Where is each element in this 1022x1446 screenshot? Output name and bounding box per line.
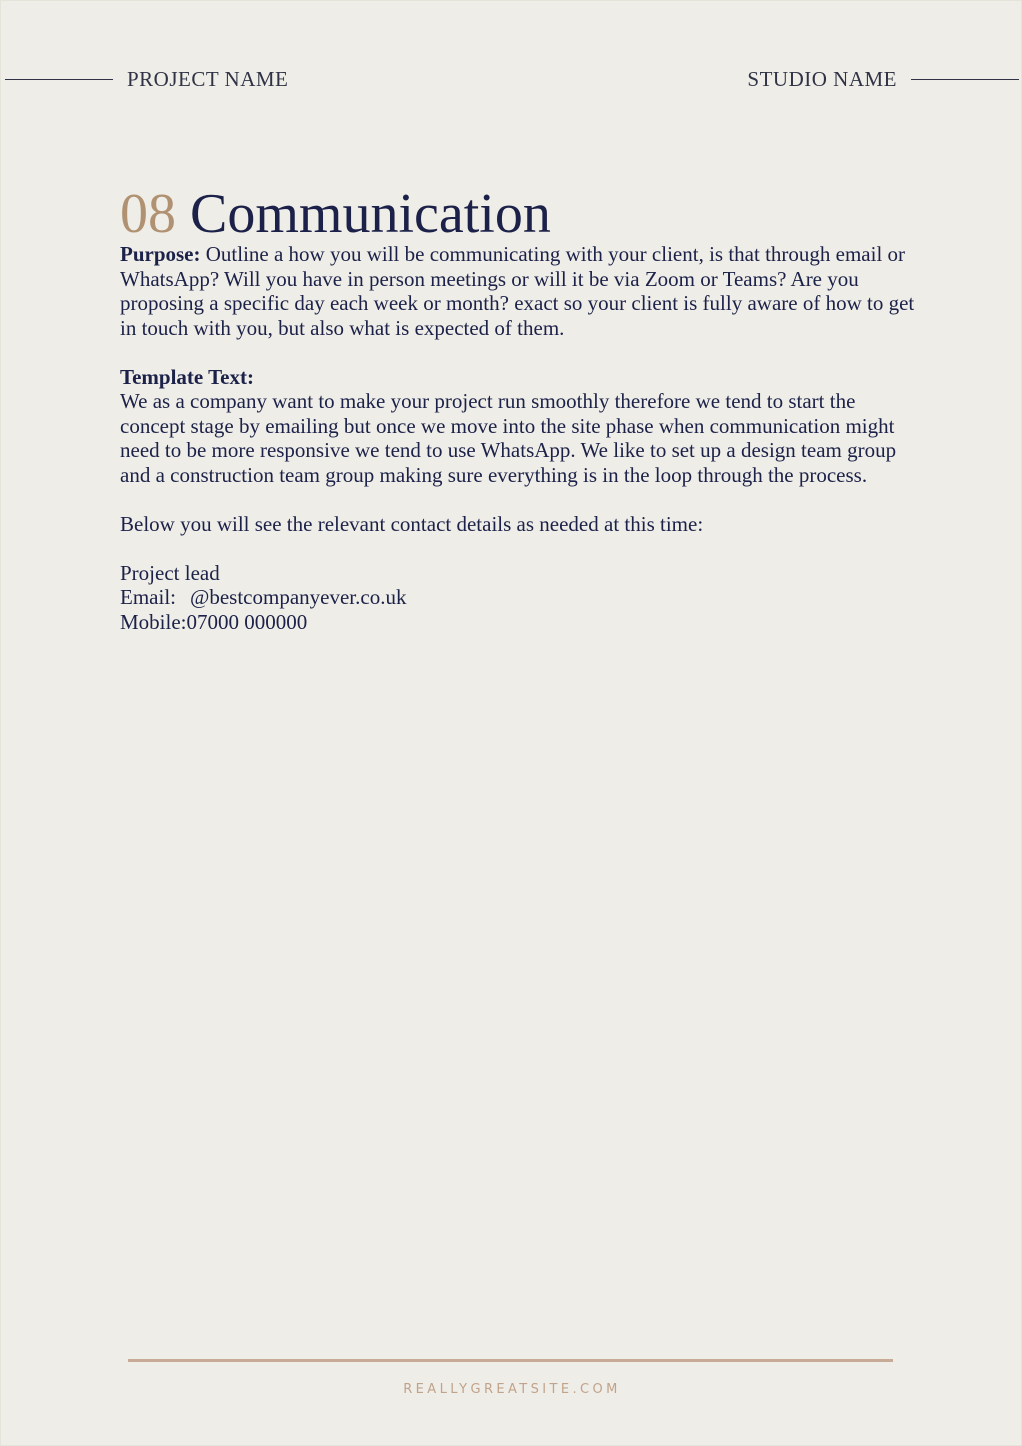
contact-role: Project lead — [120, 560, 220, 585]
header-rule-right — [911, 79, 1019, 80]
template-label: Template Text: — [120, 364, 254, 389]
section-number: 08 — [120, 182, 176, 245]
purpose-label: Purpose: — [120, 242, 201, 266]
contact-email-line — [120, 585, 920, 610]
studio-name-label: STUDIO NAME — [747, 67, 897, 91]
email-value[interactable]: @bestcompanyever.co.uk — [190, 585, 407, 609]
body-content — [120, 242, 920, 634]
footer-rule — [128, 1359, 893, 1362]
footer-website[interactable]: REALLYGREATSITE.COM — [403, 1382, 621, 1397]
template-text: We as a company want to make your project run smoothly therefore we tend to start the concept stage by emailing but once we move into the site phase when communication might need to be more responsive we tend to use WhatsApp. We like to set up a design team group and a construction team group making sure everything is in the loop through the process. — [120, 389, 897, 487]
project-name-label: PROJECT NAME — [127, 67, 289, 91]
purpose-paragraph — [120, 242, 920, 340]
header-rule-left — [5, 79, 113, 80]
page-title — [120, 179, 551, 249]
contact-mobile-line — [120, 610, 920, 635]
purpose-text: Outline a how you will be communicating with your client, is that through email or WhatsApp? Will you have in person meetings or will it be via Zoom or Teams? Are you proposing a specific day each week or month? exact so your client is fully aware of how to get in touch with you, but also what is expected of them. — [120, 242, 915, 340]
mobile-label: Mobile: — [120, 609, 187, 634]
mobile-value[interactable]: 07000 000000 — [186, 609, 308, 634]
email-label: Email: — [120, 585, 176, 609]
section-title: Communication — [190, 182, 551, 245]
contact-intro: Below you will see the relevant contact details as needed at this time: — [120, 511, 704, 536]
